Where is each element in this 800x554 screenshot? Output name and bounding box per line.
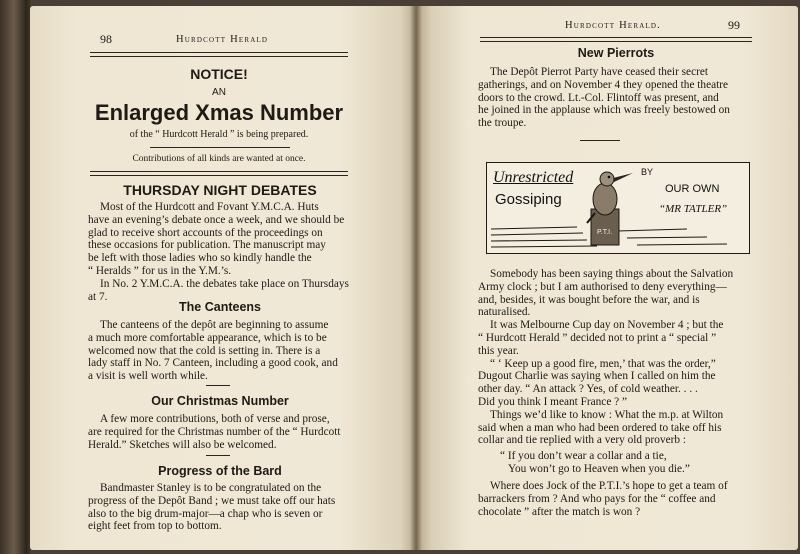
line: “ ‘ Keep up a good fire, men,’ that was the order,” xyxy=(490,357,716,370)
gossip-body xyxy=(478,268,750,447)
notice-bottom-rule-2 xyxy=(90,175,348,176)
notice-bottom-rule xyxy=(90,171,348,172)
debates-heading: THURSDAY NIGHT DEBATES xyxy=(123,182,317,198)
christmas-body xyxy=(88,413,350,451)
line: Somebody has been saying things about the Salvation xyxy=(490,268,734,280)
verse-line: “ If you don’t wear a collar and a tie, xyxy=(500,450,667,462)
line: a visit is well worth while. xyxy=(88,370,208,383)
illus-our-own: OUR OWN xyxy=(665,183,720,195)
proverb-verse xyxy=(500,450,750,476)
right-head-rule xyxy=(480,37,752,38)
line: and, besides, it was bought before the war, and is xyxy=(478,293,700,306)
illus-post-label: P.T.I. xyxy=(597,229,613,236)
canteens-body xyxy=(88,319,350,383)
line: the troupe. xyxy=(478,117,527,130)
line: A few more contributions, both of verse and prose, xyxy=(100,413,330,425)
line: doors to the crowd. Lt.-Col. Flintoff was present, and xyxy=(478,91,719,104)
line: Most of the Hurdcott and Fovant Y.M.C.A. Huts xyxy=(100,201,319,213)
christmas-heading: Our Christmas Number xyxy=(151,394,289,408)
line: In No. 2 Y.M.C.A. the debates take place on Thursdays xyxy=(100,277,349,290)
line: these occasions for publication. The manuscript may xyxy=(88,239,326,252)
bard-heading: Progress of the Bard xyxy=(158,464,282,478)
line: “ Heralds ” for us in the Y.M.’s. xyxy=(88,264,232,277)
bird-on-post-drawing xyxy=(487,163,749,253)
line: naturalised. xyxy=(478,306,531,319)
notice-contributions: Contributions of all kinds are wanted at once. xyxy=(132,154,306,164)
line: he joined in the applause which was freely bestowed on xyxy=(478,104,730,117)
illus-gossiping: Gossiping xyxy=(495,191,562,208)
line: have an evening’s debate once a week, and we should be xyxy=(88,213,345,226)
left-head-rule xyxy=(90,52,348,53)
line: Did you think I meant France ? ” xyxy=(478,395,628,408)
left-running-head: Hurdcott Herald xyxy=(176,34,269,45)
line: Things we’d like to know : What the m.p. at Wilton xyxy=(490,408,724,421)
line: barrackers from ? And who pays for the “ coffee and xyxy=(478,492,716,505)
illus-unrestricted: Unrestricted xyxy=(493,169,574,186)
line: The Depôt Pierrot Party have ceased their secret xyxy=(490,66,709,78)
line: a much more comfortable appearance, which is to be xyxy=(88,331,327,344)
line: chocolate ” after the match is won ? xyxy=(478,505,641,518)
line: at 7. xyxy=(88,290,108,303)
illus-mr-tatler: “MR TATLER” xyxy=(659,203,728,215)
line: progress of the Depôt Band ; we must take off our hats xyxy=(88,494,336,507)
line: Dugout Charlie was saying when I called on him the xyxy=(478,370,716,383)
closing-body xyxy=(478,480,750,518)
bard-body xyxy=(88,482,350,533)
section-divider xyxy=(206,455,230,456)
line: collar and tie replied with a very old proverb : xyxy=(478,434,686,447)
line: Army clock ; but I am authorised to deny everything— xyxy=(478,280,727,293)
pierrots-heading: New Pierrots xyxy=(577,46,655,60)
notice-headline: Enlarged Xmas Number xyxy=(94,100,344,125)
right-page-number: 99 xyxy=(728,18,740,32)
notice-divider xyxy=(150,147,290,148)
line: Bandmaster Stanley is to be congratulated on the xyxy=(100,482,322,494)
section-divider xyxy=(580,140,620,141)
line: lady staff in No. 7 Canteen, including a good cook, and xyxy=(88,357,338,370)
notice-an: AN xyxy=(212,87,226,98)
line: said when a man who had been ordered to take off his xyxy=(478,421,722,434)
canteens-heading: The Canteens xyxy=(179,300,261,314)
line: Where does Jock of the P.T.I.’s hope to get a team of xyxy=(490,480,728,492)
gossip-illustration xyxy=(486,162,750,254)
left-head-rule-2 xyxy=(90,56,348,57)
line: also to the big drum-major—a chap who is seven or xyxy=(88,507,323,520)
book-gutter xyxy=(410,6,422,550)
line: glad to receive short accounts of the proceedings on xyxy=(88,226,323,239)
left-page-number: 98 xyxy=(100,32,112,46)
illus-by: BY xyxy=(641,167,654,177)
line: welcomed now that the cold is setting in. There is a xyxy=(88,344,321,357)
section-divider xyxy=(206,385,230,386)
line: are required for the Christmas number of the “ Hurdcott xyxy=(88,425,341,438)
line: gatherings, and on November 4 they opened the theatre xyxy=(478,78,729,91)
debates-body xyxy=(88,201,350,303)
line: be left with those ladies who so kindly handle the xyxy=(88,252,312,265)
line: It was Melbourne Cup day on November 4 ; but the xyxy=(490,319,724,332)
line: eight feet from top to bottom. xyxy=(88,520,222,533)
notice-sub: of the “ Hurdcott Herald ” is being prepared. xyxy=(129,129,309,140)
line: other day. “ An attack ? Yes, of cold weather. . . . xyxy=(478,383,698,396)
verse-line: You won’t go to Heaven when you die.” xyxy=(508,462,690,475)
right-head-rule-2 xyxy=(480,41,752,42)
notice-title: NOTICE! xyxy=(190,66,248,82)
line: The canteens of the depôt are beginning to assume xyxy=(100,319,329,331)
right-running-head: Hurdcott Herald. xyxy=(565,20,662,31)
line: this year. xyxy=(478,344,519,357)
line: Herald.” Sketches will also be welcomed. xyxy=(88,438,277,451)
line: “ Hurdcott Herald ” decided not to print a “ special ” xyxy=(478,331,717,344)
pierrots-body xyxy=(478,66,750,130)
